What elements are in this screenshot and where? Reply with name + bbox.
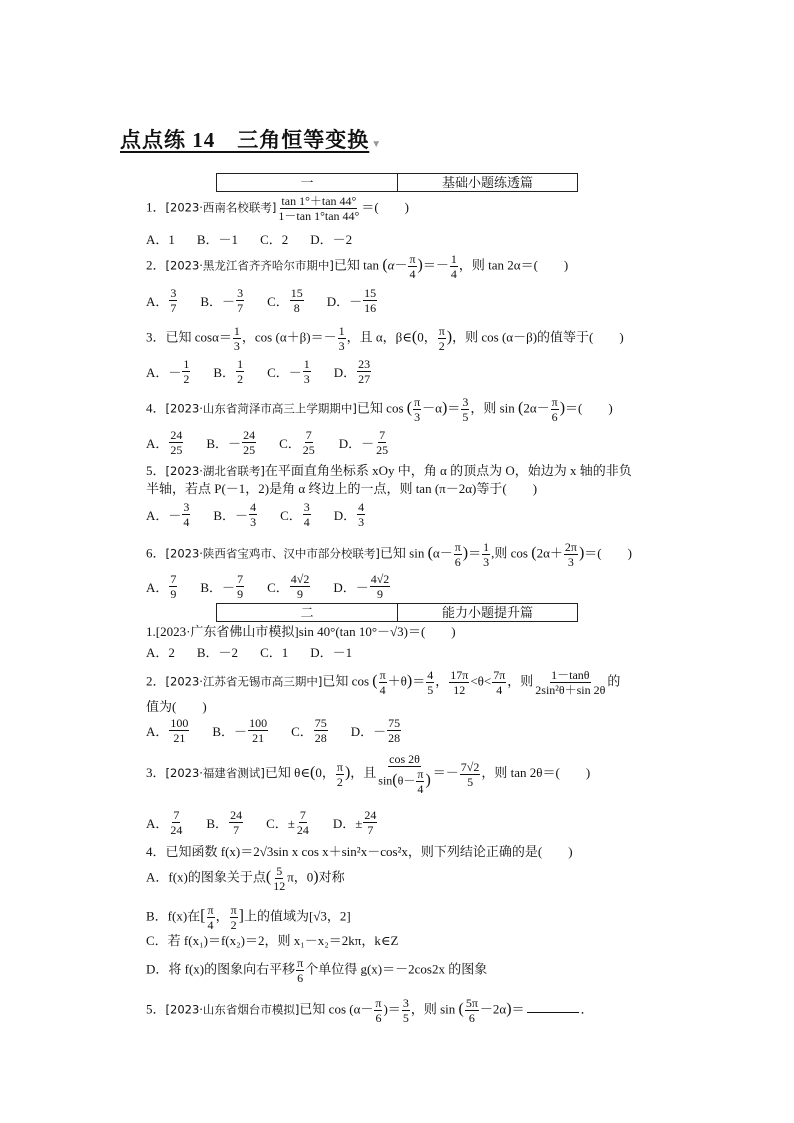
question-1: 1．[2023·西南名校联考] $\frac{\tan 1^\circ+\tan 44^\circ}{1-\tan 1^\circ\tan 44^\circ}$ ＝( ) [146,194,410,223]
question-3: 3．已知 cosα＝ $\frac{1}{3}$ ，cos (α＋β)＝－ $\frac{1}{3}$ ，且 α，β∈(0， $\frac{\pi}{2}$ )，则 cos (α－β)的值等于( ) [146,324,624,353]
options-2-3: A． $\frac{7}{24}$ B． $\frac{24}{7}$ C．± $\frac{7}{24}$ D．± $\frac{24}{7}$ [146,808,377,837]
dropdown-marker-icon: ▼ [371,139,383,150]
options-4: A． $\frac{24}{25}$ B．－ $\frac{24}{25}$ C． $\frac{7}{25}$ D．－ $\frac{7}{25}$ [146,428,389,457]
question-6: 6．[2023·陕西省宝鸡市、汉中市部分校联考]已知 sin (α－ $\frac{\pi}{6}$ )＝ $\frac{1}{3}$ ,则 cos (2α＋ $\frac{2\pi}{3}$ )＝( ) [146,540,632,569]
question-5: 5．[2023·湖北省联考]在平面直角坐标系 xOy 中，角 α 的顶点为 O，始边为 x 轴的非负 [146,463,632,478]
options-1: A．1 B．－1 C．2 D．－2 [146,232,353,247]
option-2-4-D: D．将 f(x)的图象向右平移 $\frac{\pi}{6}$ 个单位得 g(x)＝－2cos2x 的图象 [146,956,488,985]
options-3: A．－ $\frac{1}{2}$ B． $\frac{1}{2}$ C．－ $\frac{1}{3}$ D． $\frac{23}{27}$ [146,357,371,386]
question-2-3: 3．[2023·福建省测试]已知 θ∈(0， $\frac{\pi}{2}$ )，且 cos 2θ sin(θ－ $\frac{\pi}{4}$ ) ＝－ $\frac{7√2}{5}$ ，则 tan 2θ＝( ) [146,752,591,796]
question-2-4: 4．已知函数 f(x)＝2√3sin x cos x＋sin²x－cos²x，则下列结论正确的是( ) [146,844,573,859]
answer-blank[interactable] [527,1012,579,1013]
options-2-1: A．2 B．－2 C．1 D．－1 [146,645,353,660]
section-header-1 [216,173,578,192]
options-6: A． $\frac{7}{9}$ B．－ $\frac{7}{9}$ C． $\frac{4√2}{9}$ D．－ $\frac{4√2}{9}$ [146,572,390,601]
question-2-2-cont: 值为( ) [146,699,207,714]
section-name: 基础小题练透篇 [441,175,533,190]
question-2-2: 2．[2023·江苏省无锡市高三期中]已知 cos ( $\frac{\pi}{4}$ ＋θ)＝ $\frac{4}{5}$ ， $\frac{17\pi}{12}$ <θ< $\frac{7\pi}{4}$ ，则 $\frac{1-\tan\theta}{\text{2sin²θ＋sin 2θ}}$ 的 [146,668,621,697]
question-2-5: 5．[2023·山东省烟台市模拟]已知 cos (α－ $\frac{\pi}{6}$ )＝ $\frac{3}{5}$ ，则 sin ( $\frac{5\pi}{6}$ －2α)＝ ． [146,996,594,1025]
option-2-4-C: C．若 f(x₁)＝f(x₂)＝2，则 x₁－x₂＝2kπ，k∈Z [146,933,399,948]
section-header-2: 二 能力小题提升篇 [216,603,578,622]
page-title: 点点练 14 三角恒等变换 ▼ [120,128,383,152]
question-2: 2．[2023·黑龙江省齐齐哈尔市期中]已知 tan (α－ $\frac{\pi}{4}$ )＝－ $\frac{1}{4}$ ，则 tan 2α＝( ) [146,252,569,281]
options-2-2: A． $\frac{100}{21}$ B．－ $\frac{100}{21}$ C． $\frac{75}{28}$ D．－ $\frac{75}{28}$ [146,716,401,745]
options-5: A．－ $\frac{3}{4}$ B．－ $\frac{4}{3}$ C． $\frac{3}{4}$ D． $\frac{4}{3}$ [146,500,365,529]
question-4: 4．[2023·山东省菏泽市高三上学期期中]已知 cos ( $\frac{\pi}{3}$ －α)＝ $\frac{3}{5}$ ，则 sin (2α－ $\frac{\pi}{6}$ )＝( ) [146,395,613,424]
options-2: A． $\frac{3}{7}$ B．－ $\frac{3}{7}$ C． $\frac{15}{8}$ D．－ $\frac{15}{16}$ [146,286,377,315]
option-2-4-B: B．f(x)在[ $\frac{\pi}{4}$ ， $\frac{\pi}{2}$ ]上的值域为[√3，2] [146,903,351,932]
option-2-4-A: A．f(x)的图象关于点( $\frac{5}{12}$ π，0)对称 [146,864,345,893]
question-2-1: 1.[2023·广东省佛山市模拟]sin 40°(tan 10°－√3)＝( ) [146,624,456,639]
section-number: 一 [217,174,398,191]
question-5-cont: 半轴，若点 P(－1，2)是角 α 终边上的一点，则 tan (π－2α)等于( ) [146,481,538,496]
